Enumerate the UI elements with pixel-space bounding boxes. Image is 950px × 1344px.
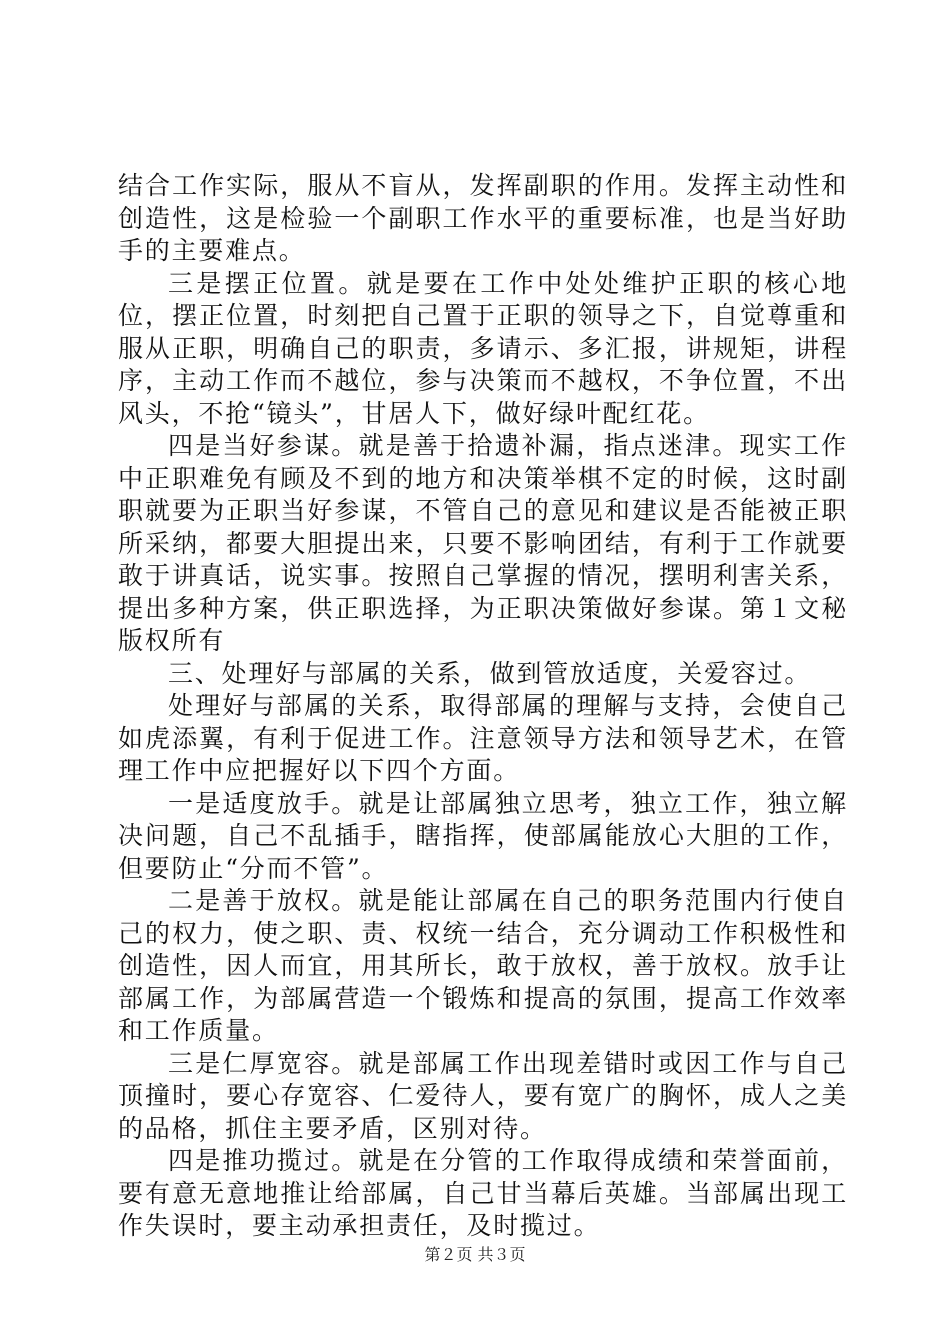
paragraph-7: 二是善于放权。就是能让部属在自己的职务范围内行使自己的权力，使之职、责、权统一结合，充分调动工作积极性和创造性，因人而宜，用其所长，敢于放权，善于放权。放手让部属工作，为部属营造一个锻炼和提高的氛围，提高工作效率和工作质量。 bbox=[118, 886, 848, 1045]
section-heading: 三、处理好与部属的关系，做到管放适度，关爱容过。 bbox=[168, 658, 812, 688]
page-number-footer: 第２页 共３页 bbox=[424, 1245, 526, 1264]
paragraph-1: 结合工作实际，服从不盲从，发挥副职的作用。发挥主动性和创造性，这是检验一个副职工作水平的重要标准，也是当好助手的主要难点。 bbox=[118, 171, 848, 265]
paragraph-5: 处理好与部属的关系，取得部属的理解与支持，会使自己如虎添翼，有利于促进工作。注意领导方法和领导艺术，在管理工作中应把握好以下四个方面。 bbox=[118, 691, 848, 785]
document-body bbox=[118, 170, 848, 1243]
paragraph-8: 三是仁厚宽容。就是部属工作出现差错时或因工作与自己顶撞时，要心存宽容、仁爱待人，要有宽广的胸怀，成人之美的品格，抓住主要矛盾，区别对待。 bbox=[118, 1048, 848, 1143]
paragraph-2: 三是摆正位置。就是要在工作中处处维护正职的核心地位，摆正位置，时刻把自己置于正职的领导之下，自觉尊重和服从正职，明确自己的职责，多请示、多汇报，讲规矩，讲程序，主动工作而不越位，参与决策而不越权，不争位置，不出风头，不抢“镜头”，甘居人下，做好绿叶配红花。 bbox=[118, 268, 848, 428]
paragraph-9: 四是推功揽过。就是在分管的工作取得成绩和荣誉面前，要有意无意地推让给部属，自己甘当幕后英雄。当部属出现工作失误时，要主动承担责任，及时揽过。 bbox=[118, 1146, 848, 1240]
paragraph-6: 一是适度放手。就是让部属独立思考，独立工作，独立解决问题，自己不乱插手，瞎指挥，使部属能放心大胆的工作，但要防止“分而不管”。 bbox=[118, 788, 848, 883]
paragraph-3: 四是当好参谋。就是善于拾遗补漏，指点迷津。现实工作中正职难免有顾及不到的地方和决策举棋不定的时候，这时副职就要为正职当好参谋，不管自己的意见和建议是否能被正职所采纳，都要大胆提出来，只要不影响团结，有利于工作就要敢于讲真话，说实事。按照自己掌握的情况，摆明利害关系，提出多种方案，供正职选择，为正职决策做好参谋。第１文秘版权所有 bbox=[118, 431, 848, 655]
